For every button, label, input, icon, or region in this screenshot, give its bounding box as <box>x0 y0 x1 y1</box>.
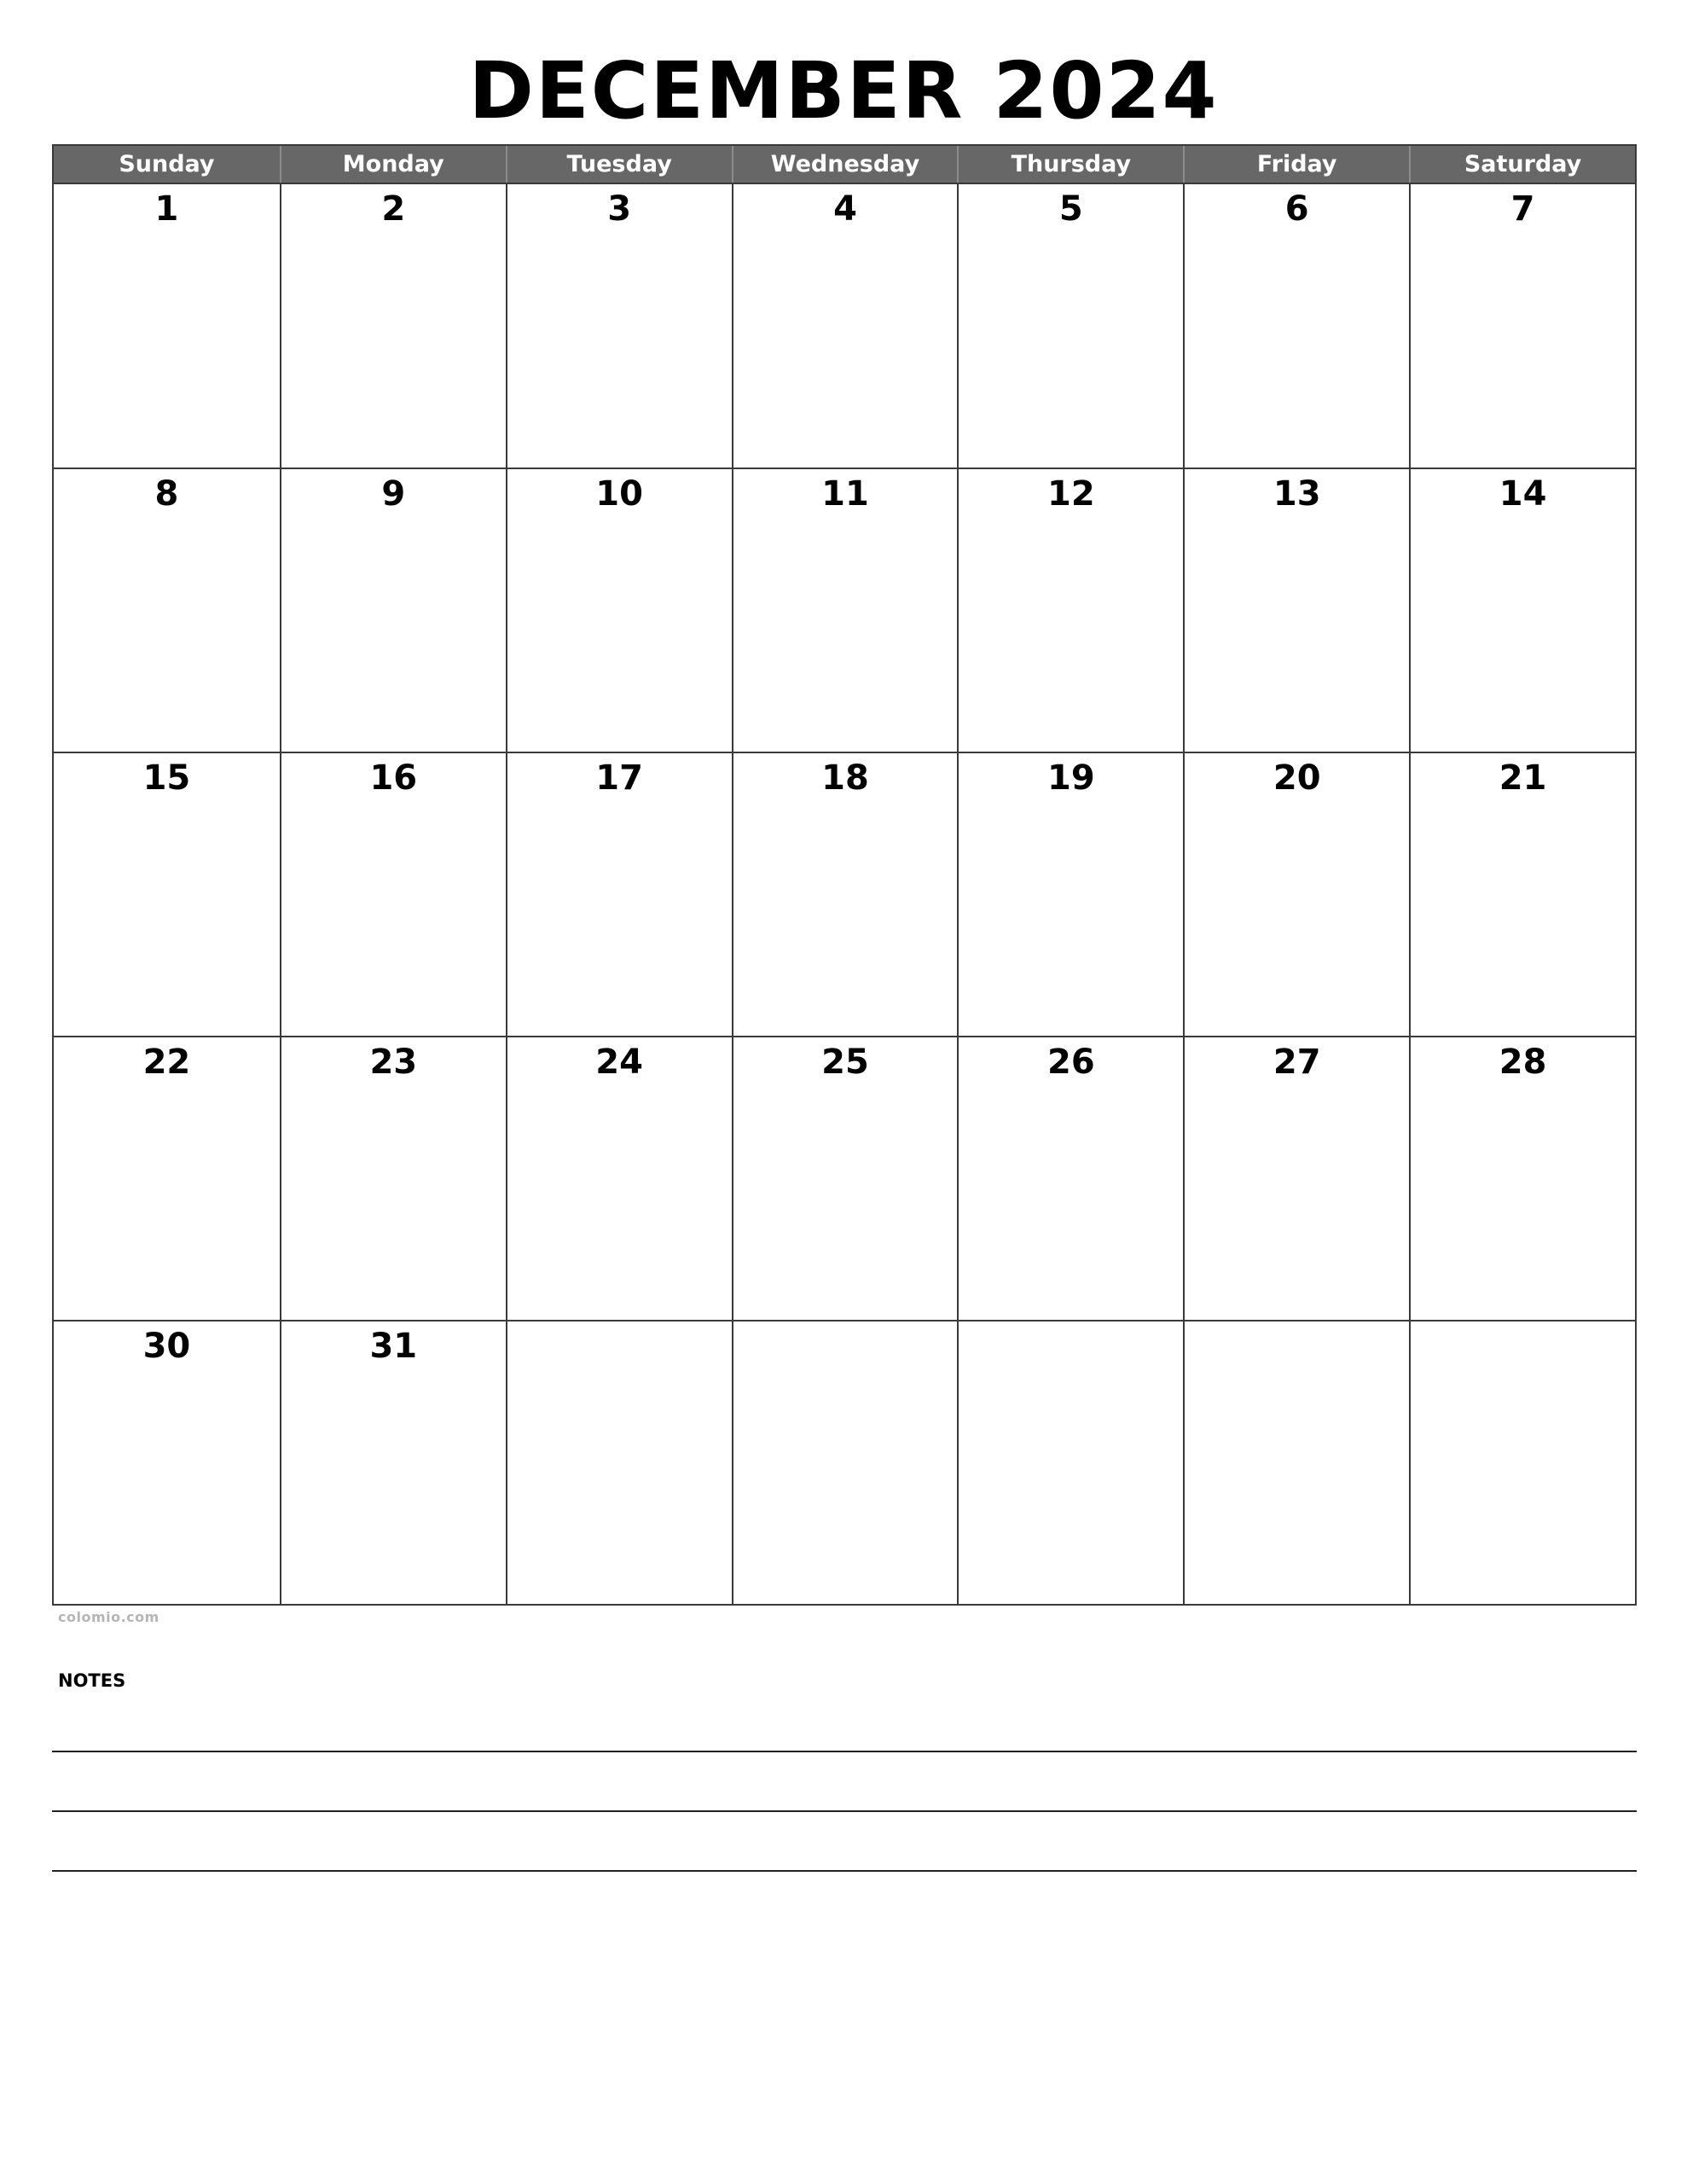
day-number: 1 <box>154 189 179 229</box>
day-cell <box>957 753 1183 1036</box>
day-number: 24 <box>595 1043 643 1082</box>
day-number: 14 <box>1499 474 1547 514</box>
day-number: 22 <box>142 1043 191 1082</box>
day-number: 26 <box>1047 1043 1095 1082</box>
day-cell <box>732 469 958 752</box>
day-number: 11 <box>821 474 869 514</box>
day-cell <box>957 1037 1183 1320</box>
day-number <box>1185 1321 1409 1325</box>
day-cell <box>506 1037 732 1320</box>
day-cell <box>957 184 1183 468</box>
day-number: 7 <box>1510 189 1535 229</box>
week-row <box>54 468 1635 752</box>
day-number: 6 <box>1284 189 1309 229</box>
day-number <box>1411 1321 1635 1325</box>
day-cell <box>732 1321 958 1604</box>
notes-label: NOTES <box>58 1670 126 1691</box>
day-cell <box>1183 184 1409 468</box>
day-number: 23 <box>369 1043 418 1082</box>
day-number: 12 <box>1047 474 1095 514</box>
day-number: 30 <box>142 1327 191 1366</box>
day-number: 8 <box>154 474 179 514</box>
day-cell <box>957 469 1183 752</box>
day-number: 21 <box>1499 758 1547 798</box>
day-cell <box>1409 1321 1635 1604</box>
day-cell <box>1409 184 1635 468</box>
weekday-thursday: Thursday <box>957 146 1183 183</box>
day-number: 5 <box>1058 189 1083 229</box>
day-cell <box>280 469 506 752</box>
day-cell <box>280 1037 506 1320</box>
day-number <box>507 1321 732 1325</box>
day-number: 27 <box>1272 1043 1321 1082</box>
day-number: 10 <box>595 474 643 514</box>
day-number: 9 <box>381 474 406 514</box>
weekday-monday: Monday <box>280 146 506 183</box>
day-cell <box>732 753 958 1036</box>
day-cell <box>732 1037 958 1320</box>
calendar-grid <box>52 144 1637 1606</box>
day-cell <box>54 469 280 752</box>
day-cell <box>506 184 732 468</box>
day-cell <box>506 469 732 752</box>
day-cell <box>1183 1321 1409 1604</box>
day-number: 17 <box>595 758 643 798</box>
week-row <box>54 184 1635 468</box>
day-cell <box>54 1037 280 1320</box>
day-cell <box>506 1321 732 1604</box>
day-number <box>959 1321 1183 1325</box>
weekday-wednesday: Wednesday <box>732 146 958 183</box>
day-number: 16 <box>369 758 418 798</box>
weekday-friday: Friday <box>1183 146 1409 183</box>
day-number: 19 <box>1047 758 1095 798</box>
weekday-header <box>54 146 1635 184</box>
weekday-tuesday: Tuesday <box>506 146 732 183</box>
day-cell <box>280 184 506 468</box>
week-row <box>54 1320 1635 1604</box>
day-cell <box>54 184 280 468</box>
day-number: 3 <box>607 189 632 229</box>
day-cell <box>54 1321 280 1604</box>
day-cell <box>1409 469 1635 752</box>
day-cell <box>1409 1037 1635 1320</box>
day-cell <box>1409 753 1635 1036</box>
day-number: 28 <box>1499 1043 1547 1082</box>
day-number: 20 <box>1272 758 1321 798</box>
notes-line <box>52 1751 1637 1752</box>
page-title: DECEMBER 2024 <box>468 45 1219 136</box>
day-number: 13 <box>1272 474 1321 514</box>
week-row <box>54 752 1635 1036</box>
day-cell <box>280 753 506 1036</box>
day-cell <box>506 753 732 1036</box>
watermark: colomio.com <box>58 1609 159 1625</box>
notes-line <box>52 1870 1637 1872</box>
day-number <box>733 1321 958 1325</box>
day-cell <box>1183 469 1409 752</box>
weekday-sunday: Sunday <box>119 151 215 177</box>
day-cell <box>54 753 280 1036</box>
day-number: 4 <box>833 189 857 229</box>
day-number: 2 <box>381 189 406 229</box>
notes-line <box>52 1810 1637 1812</box>
day-number: 25 <box>821 1043 869 1082</box>
day-cell <box>280 1321 506 1604</box>
day-number: 15 <box>142 758 191 798</box>
weekday-saturday: Saturday <box>1409 146 1635 183</box>
calendar-weeks <box>54 184 1635 1604</box>
day-cell <box>1183 753 1409 1036</box>
day-number: 31 <box>369 1327 418 1366</box>
day-cell <box>1183 1037 1409 1320</box>
day-cell <box>732 184 958 468</box>
day-number: 18 <box>821 758 869 798</box>
week-row <box>54 1036 1635 1320</box>
day-cell <box>957 1321 1183 1604</box>
